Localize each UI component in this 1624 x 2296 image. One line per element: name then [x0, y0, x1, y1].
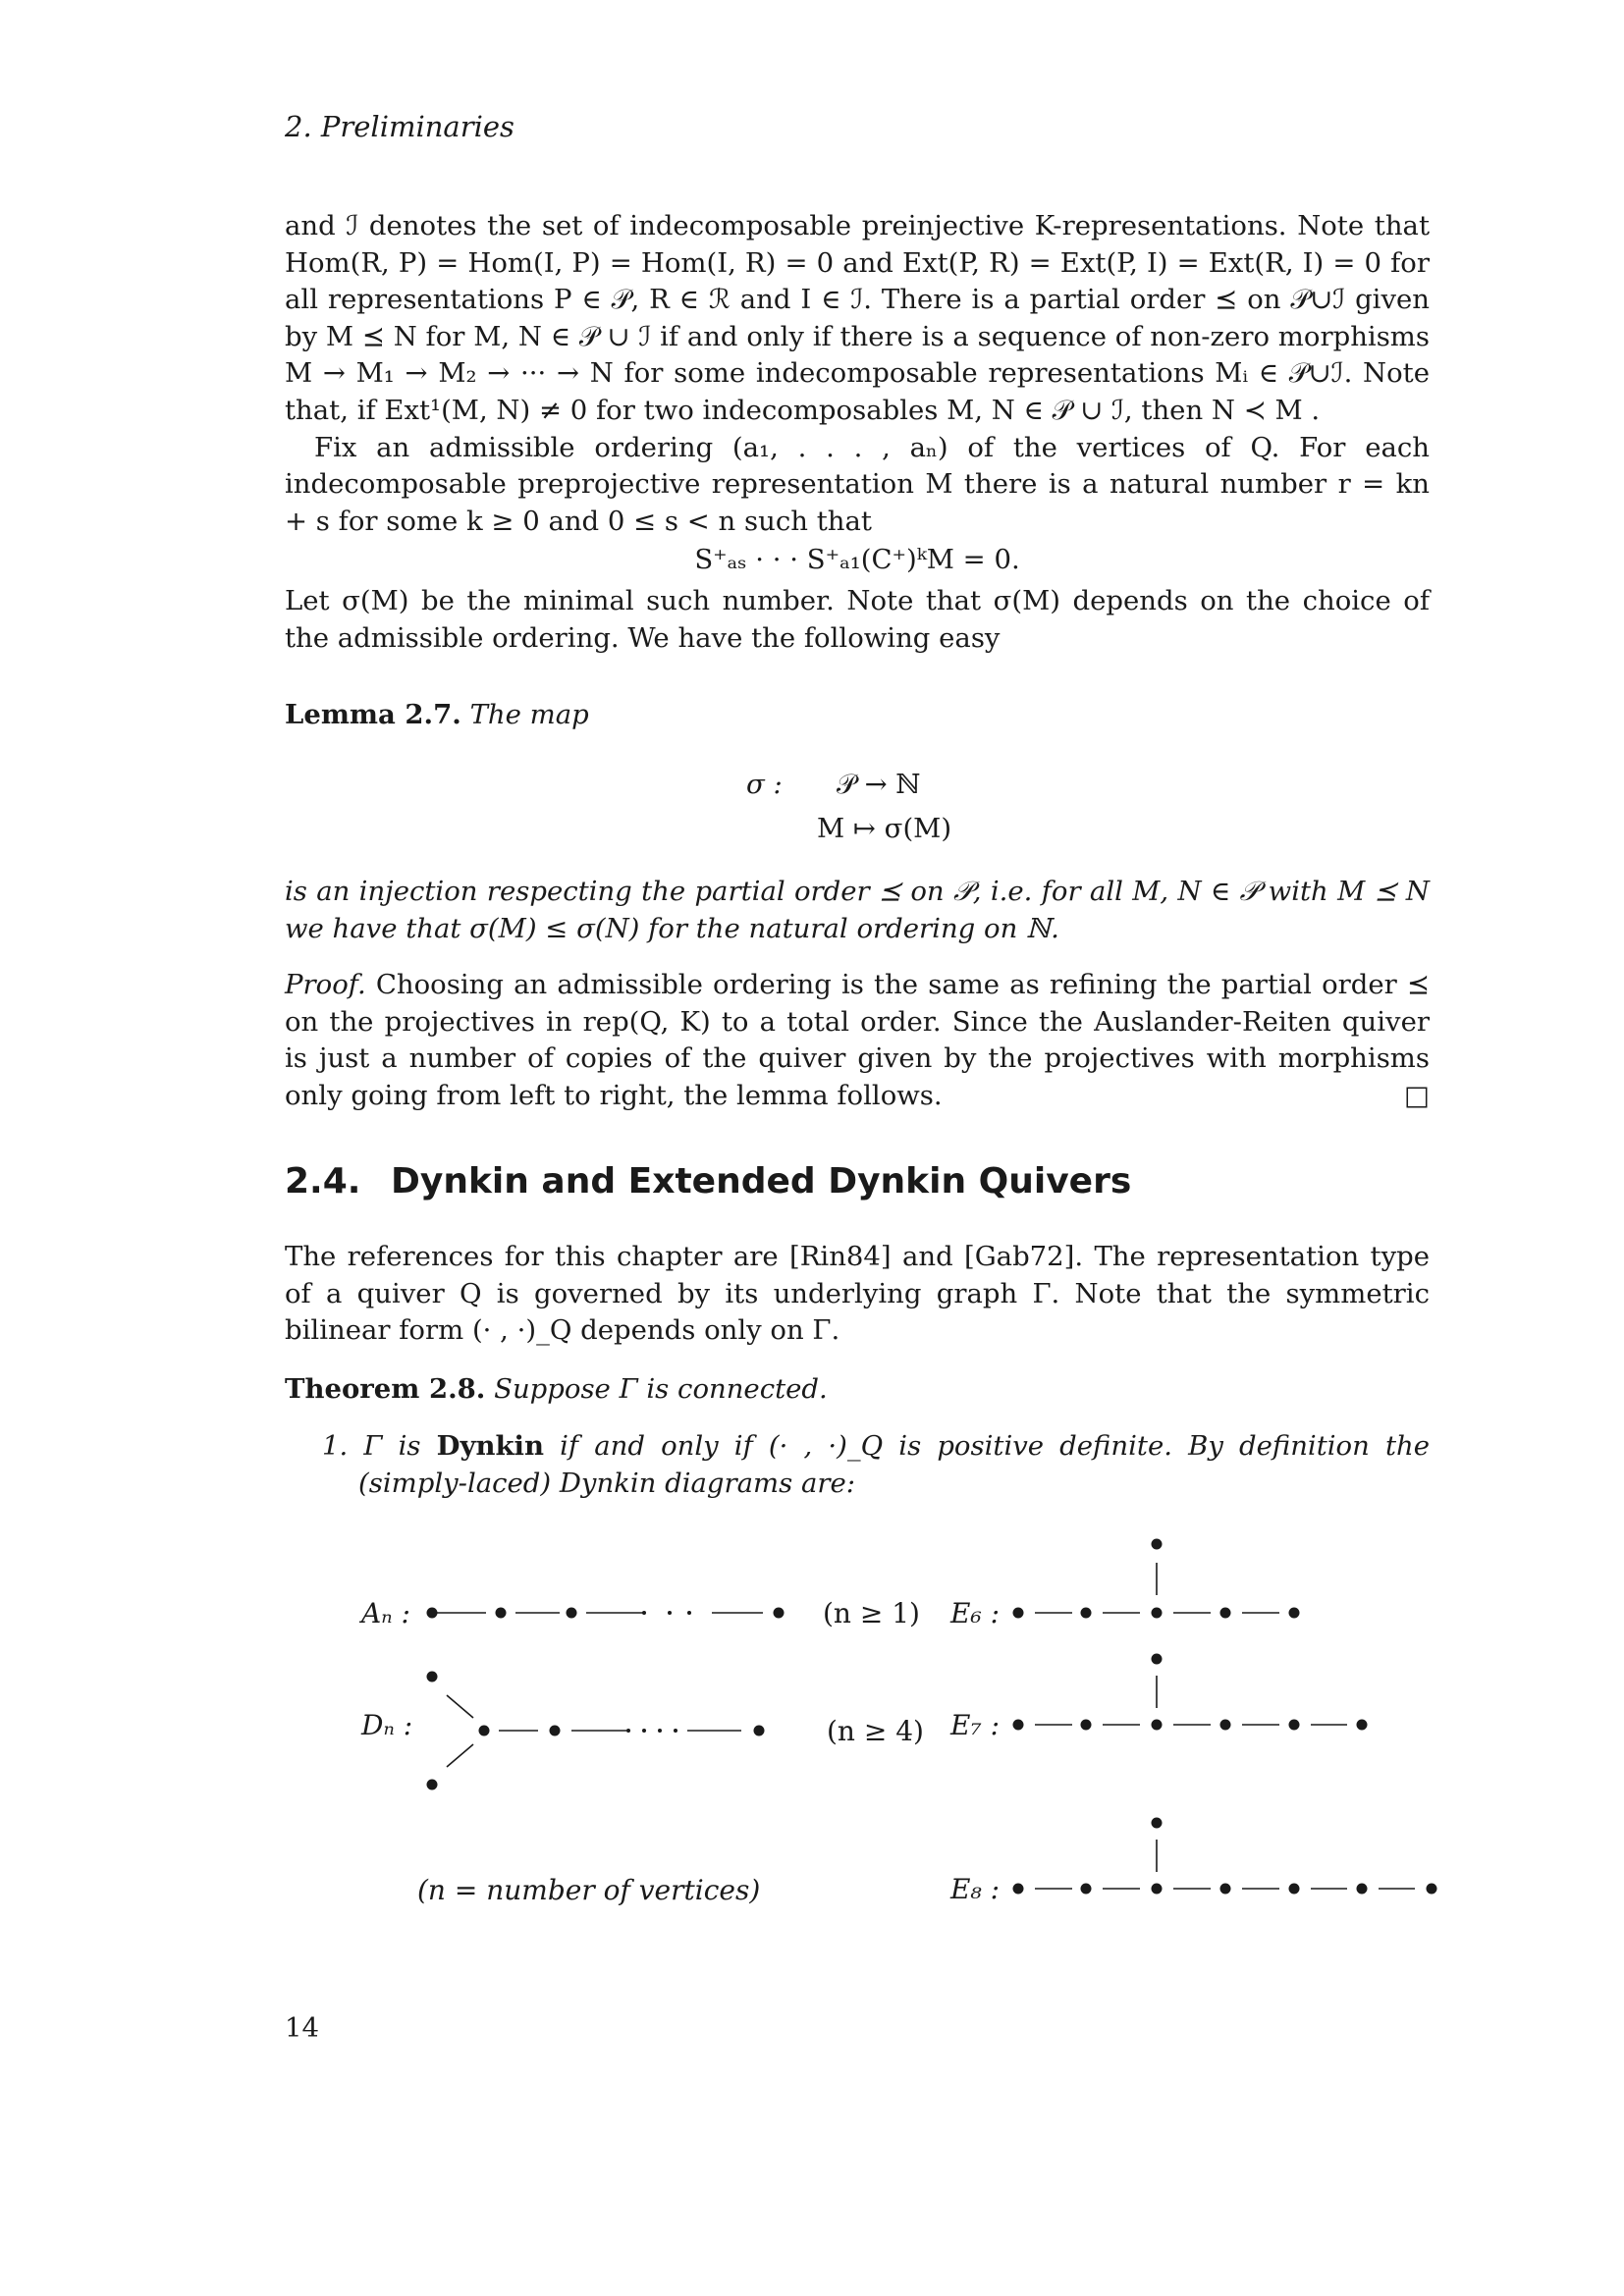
item-number: 1.	[322, 1430, 349, 1462]
lemma-statement	[285, 874, 1430, 947]
page-number: 14	[285, 2012, 319, 2044]
item-text-a: Γ is	[363, 1430, 437, 1462]
a-n-node-3	[567, 1608, 577, 1619]
section-intro	[285, 1239, 1430, 1350]
section-paragraph: The references for this chapter are [Rin84] and [Gab72]. The representation type of a quiver Q is governed by its underlying graph Γ. Note that the symmetric bilinear form (· , ·)_Q depends only on Γ.	[285, 1241, 1430, 1347]
running-header: 2. Preliminaries	[285, 110, 514, 143]
diagram-a-n	[358, 1597, 920, 1629]
diagram-e8	[949, 1818, 1437, 1906]
proof-block	[285, 967, 1430, 1114]
theorem-block	[285, 1371, 1430, 1409]
item-text-b: if and only if (· , ·)_Q is positive definite. By definition the (simply-laced) Dynkin diagrams are:	[358, 1430, 1430, 1499]
diagram-e7	[949, 1654, 1368, 1742]
diagram-d-n	[360, 1672, 924, 1790]
a-n-node-2	[496, 1608, 507, 1619]
d-n-node-top	[427, 1672, 438, 1682]
e7-label: E₇ :	[950, 1709, 1000, 1741]
lemma-block	[285, 697, 1430, 734]
d-n-node-3	[550, 1726, 561, 1736]
proof-text: Choosing an admissible ordering is the same as refining the partial order ⪯ on the projectives in rep(Q, K) to a total order. Since the Auslander-Reiten quiver is just a number of copies of the quiver given by the projectives with morphisms only going from left to right, the lemma follows.	[285, 969, 1430, 1111]
d-n-node-last	[754, 1726, 765, 1736]
item-dynkin-bold: Dynkin	[436, 1430, 544, 1462]
proof-label: Proof.	[285, 969, 366, 1000]
theorem-text: Suppose Γ is connected.	[494, 1373, 828, 1405]
text-block-1	[285, 208, 1430, 657]
dynkin-diagrams	[0, 1512, 1624, 1924]
a-n-label: Aₙ :	[361, 1597, 410, 1629]
paragraph-admissible-ordering: Fix an admissible ordering (a₁, . . . , aₙ) of the vertices of Q. For each indecomposable preprojective representation M there is a natural number r = kn + s for some k ≥ 0 and 0 ≤ s < n such that	[285, 431, 1430, 537]
equation-reflection: S⁺ₐₛ · · · S⁺ₐ₁(C⁺)ᵏM = 0.	[694, 544, 1020, 576]
section-title: Dynkin and Extended Dynkin Quivers	[391, 1161, 1132, 1201]
section-number: 2.4.	[285, 1161, 361, 1201]
a-n-condition: (n ≥ 1)	[823, 1597, 920, 1629]
d-n-node-branch	[479, 1726, 490, 1736]
paragraph-partial-order: and ℐ denotes the set of indecomposable preinjective K-representations. Note that Hom(R, P) = Hom(I, P) = Hom(I, R) = 0 and Ext(P, R) = Ext(P, I) = Ext(R, I) = 0 for all representations P ∈ 𝒫, R ∈ ℛ and I ∈ ℐ. There is a partial order ⪯ on 𝒫∪ℐ given by M ⪯ N for M, N ∈ 𝒫 ∪ ℐ if and only if there is a sequence of non-zero morphisms M → M₁ → M₂ → ··· → N for some indecomposable representations Mᵢ ∈ 𝒫∪ℐ. Note that, if Ext¹(M, N) ≠ 0 for two indecomposables M, N ∈ 𝒫 ∪ ℐ, then N ≺ M .	[285, 210, 1430, 426]
lemma-map-line1: 𝒫 → ℕ	[837, 769, 921, 800]
lemma-map-line2: M ↦ σ(M)	[817, 813, 952, 844]
lemma-label: Lemma 2.7.	[285, 699, 461, 730]
lemma-intro: The map	[469, 699, 589, 730]
qed-symbol: □	[1404, 1079, 1430, 1111]
a-n-node-last	[774, 1608, 785, 1619]
vertices-note: (n = number of vertices)	[417, 1874, 761, 1906]
e8-label: E₈ :	[950, 1873, 1000, 1905]
lemma-rest: is an injection respecting the partial order ⪯ on 𝒫, i.e. for all M, N ∈ 𝒫 with M ⪯ N we have that σ(M) ≤ σ(N) for the natural ordering on ℕ.	[285, 876, 1430, 944]
d-n-node-bottom	[427, 1780, 438, 1790]
theorem-label: Theorem 2.8.	[285, 1373, 486, 1405]
paragraph-sigma: Let σ(M) be the minimal such number. Note that σ(M) depends on the choice of the admissible ordering. We have the following easy	[285, 584, 1430, 654]
diagram-e6	[949, 1539, 1300, 1630]
lemma-map-sigma: σ :	[746, 769, 783, 800]
e6-label: E₆ :	[950, 1597, 1000, 1629]
d-n-condition: (n ≥ 4)	[827, 1715, 924, 1747]
theorem-item-1	[322, 1428, 1430, 1502]
a-n-node-1	[427, 1608, 438, 1619]
section-heading	[285, 1161, 1131, 1201]
d-n-label: Dₙ :	[361, 1709, 413, 1741]
